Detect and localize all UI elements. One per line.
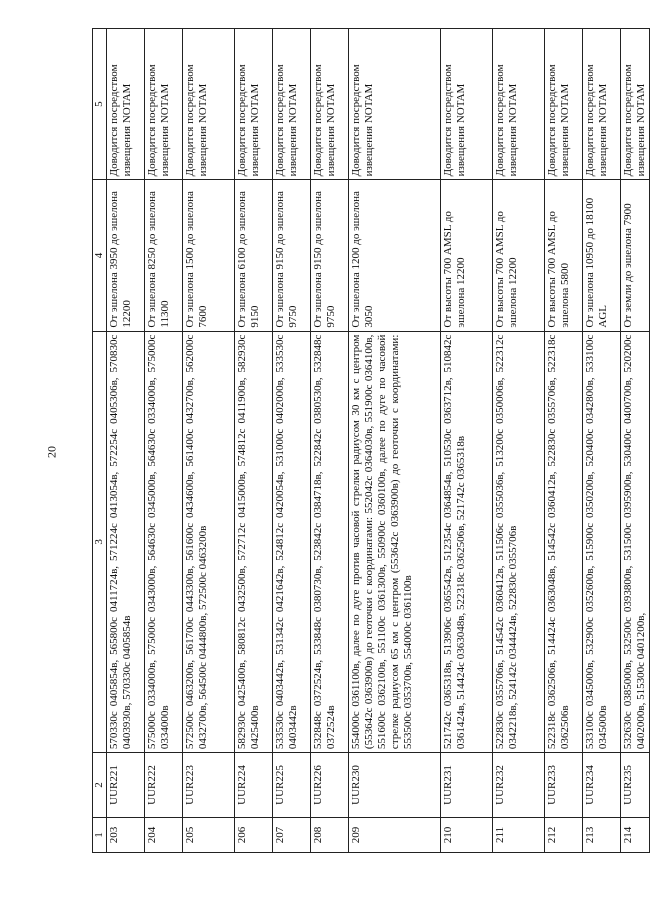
zone-coordinates: 532848с 0372524в, 533848с 0380730в, 523842с 0384718в, 522842с 0380530в, 532848с 0372524в bbox=[310, 331, 348, 752]
header-col-5: 5 bbox=[93, 29, 107, 180]
zone-coordinates: 570330с 0405854в, 565800с 0411724в, 571224с 0413054в, 572254с 0405306в, 570830с 0403930в, 570330с 0405854в bbox=[106, 331, 144, 752]
zone-altitude: От эшелона 1200 до эшелона 3050 bbox=[348, 180, 440, 331]
zone-notice: Доводится посредством извещения NOTAM bbox=[310, 29, 348, 180]
zone-altitude: От высоты 700 AMSL до эшелона 12200 bbox=[440, 180, 492, 331]
zone-altitude: От эшелона 8250 до эшелона 11300 bbox=[144, 180, 182, 331]
table-row bbox=[106, 29, 144, 853]
zone-notice: Доводится посредством извещения NOTAM bbox=[106, 29, 144, 180]
row-number: 203 bbox=[106, 817, 144, 852]
zone-code: UUR232 bbox=[492, 753, 544, 818]
header-row bbox=[93, 29, 107, 853]
table-row bbox=[310, 29, 348, 853]
zone-notice: Доводится посредством извещения NOTAM bbox=[620, 29, 649, 180]
header-col-3: 3 bbox=[93, 331, 107, 752]
zone-notice: Доводится посредством извещения NOTAM bbox=[492, 29, 544, 180]
airspace-table bbox=[92, 28, 650, 853]
zone-altitude: От высоты 700 AMSL до эшелона 12200 bbox=[492, 180, 544, 331]
zone-altitude: От эшелона 10950 до 18100 AGL bbox=[582, 180, 620, 331]
zone-coordinates: 521742с 0365318в, 513906с 0365542в, 512354с 0364854в, 510530с 0363712в, 510842с 0361424в, 514424с 0363048в, 522318с 0362506в, 521742с 0365318в bbox=[440, 331, 492, 752]
header-col-2: 2 bbox=[93, 753, 107, 818]
table-row bbox=[348, 29, 440, 853]
zone-code: UUR235 bbox=[620, 753, 649, 818]
header-col-1: 1 bbox=[93, 817, 107, 852]
row-number: 208 bbox=[310, 817, 348, 852]
row-number: 205 bbox=[182, 817, 234, 852]
zone-code: UUR230 bbox=[348, 753, 440, 818]
zone-code: UUR225 bbox=[272, 753, 310, 818]
table-row bbox=[182, 29, 234, 853]
zone-altitude: От эшелона 1500 до эшелона 7600 bbox=[182, 180, 234, 331]
table-row bbox=[544, 29, 582, 853]
zone-code: UUR234 bbox=[582, 753, 620, 818]
zone-code: UUR226 bbox=[310, 753, 348, 818]
zone-coordinates: 532630с 0385000в, 532500с 0393800в, 531500с 0395900в, 530400с 0400700в, 520200с 0402000в, 515300с 0401200в, bbox=[620, 331, 649, 752]
zone-notice: Доводится посредством извещения NOTAM bbox=[348, 29, 440, 180]
zone-coordinates: 572500с 0463200в, 561700с 0443300в, 561600с 0434600в, 561400с 0432700в, 562000с 0432700в, 564500с 0444800в, 572500с 0463200в bbox=[182, 331, 234, 752]
row-number: 210 bbox=[440, 817, 492, 852]
row-number: 212 bbox=[544, 817, 582, 852]
zone-code: UUR221 bbox=[106, 753, 144, 818]
row-number: 207 bbox=[272, 817, 310, 852]
zone-altitude: От эшелона 6100 до эшелона 9150 bbox=[234, 180, 272, 331]
table-row bbox=[492, 29, 544, 853]
page-number: 20 bbox=[44, 446, 59, 458]
table-row bbox=[620, 29, 649, 853]
rotated-table-page bbox=[92, 28, 647, 853]
row-number: 213 bbox=[582, 817, 620, 852]
table-row bbox=[582, 29, 620, 853]
table-row bbox=[272, 29, 310, 853]
zone-notice: Доводится посредством извещения NOTAM bbox=[272, 29, 310, 180]
zone-coordinates: 575000с 0334000в, 575000с 0343000в, 564630с 0345000в, 564630с 0334000в, 575000с 0334000в bbox=[144, 331, 182, 752]
zone-altitude: От эшелона 3950 до эшелона 12200 bbox=[106, 180, 144, 331]
zone-code: UUR224 bbox=[234, 753, 272, 818]
zone-altitude: От высоты 700 AMSL до эшелона 5800 bbox=[544, 180, 582, 331]
zone-notice: Доводится посредством извещения NOTAM bbox=[582, 29, 620, 180]
table-row bbox=[144, 29, 182, 853]
zone-coordinates: 533100с 0345000в, 532900с 0352600в, 515900с 0350200в, 520400с 0342800в, 533100с 0345000в bbox=[582, 331, 620, 752]
zone-altitude: От эшелона 9150 до эшелона 9750 bbox=[310, 180, 348, 331]
zone-altitude: От земли до эшелона 7900 bbox=[620, 180, 649, 331]
header-col-4: 4 bbox=[93, 180, 107, 331]
zone-coordinates: 554000с 0361100в, далее по дуге против часовой стрелки радиусом 30 км с центром (553642с 0363900в) до геоточки с координатами: 552042с 0364030в, 551900с 0364100в, 551600с 0362100в, 551100с 0361300в, 550900с 0360100в, далее по дуге по часовой стрелке радиусом 65 км с центром (553642с 0363900в) до геоточки с координатами: 553500с 0353700в, 554000с 0361100в bbox=[348, 331, 440, 752]
zone-notice: Доводится посредством извещения NOTAM bbox=[182, 29, 234, 180]
zone-coordinates: 522318с 0362506в, 514424с 0363048в, 514542с 0360412в, 522830с 0355706в, 522318с 0362506в bbox=[544, 331, 582, 752]
zone-notice: Доводится посредством извещения NOTAM bbox=[144, 29, 182, 180]
zone-code: UUR231 bbox=[440, 753, 492, 818]
zone-coordinates: 522830с 0355706в, 514542с 0360412в, 511506с 0355036в, 513200с 0350006в, 522312с 0342218в, 524142с 0344424в, 522830с 0355706в bbox=[492, 331, 544, 752]
row-number: 204 bbox=[144, 817, 182, 852]
zone-code: UUR223 bbox=[182, 753, 234, 818]
zone-code: UUR222 bbox=[144, 753, 182, 818]
zone-coordinates: 582930с 0425400в, 580812с 0432500в, 572712с 0415000в, 574812с 0411900в, 582930с 0425400в bbox=[234, 331, 272, 752]
zone-altitude: От эшелона 9150 до эшелона 9750 bbox=[272, 180, 310, 331]
zone-notice: Доводится посредством извещения NOTAM bbox=[234, 29, 272, 180]
row-number: 209 bbox=[348, 817, 440, 852]
table-row bbox=[234, 29, 272, 853]
zone-notice: Доводится посредством извещения NOTAM bbox=[440, 29, 492, 180]
table-row bbox=[440, 29, 492, 853]
zone-notice: Доводится посредством извещения NOTAM bbox=[544, 29, 582, 180]
row-number: 214 bbox=[620, 817, 649, 852]
zone-code: UUR233 bbox=[544, 753, 582, 818]
row-number: 211 bbox=[492, 817, 544, 852]
zone-coordinates: 533530с 0403442в, 531342с 0421642в, 524812с 0420054в, 531000с 0402000в, 533530с 0403442в bbox=[272, 331, 310, 752]
row-number: 206 bbox=[234, 817, 272, 852]
